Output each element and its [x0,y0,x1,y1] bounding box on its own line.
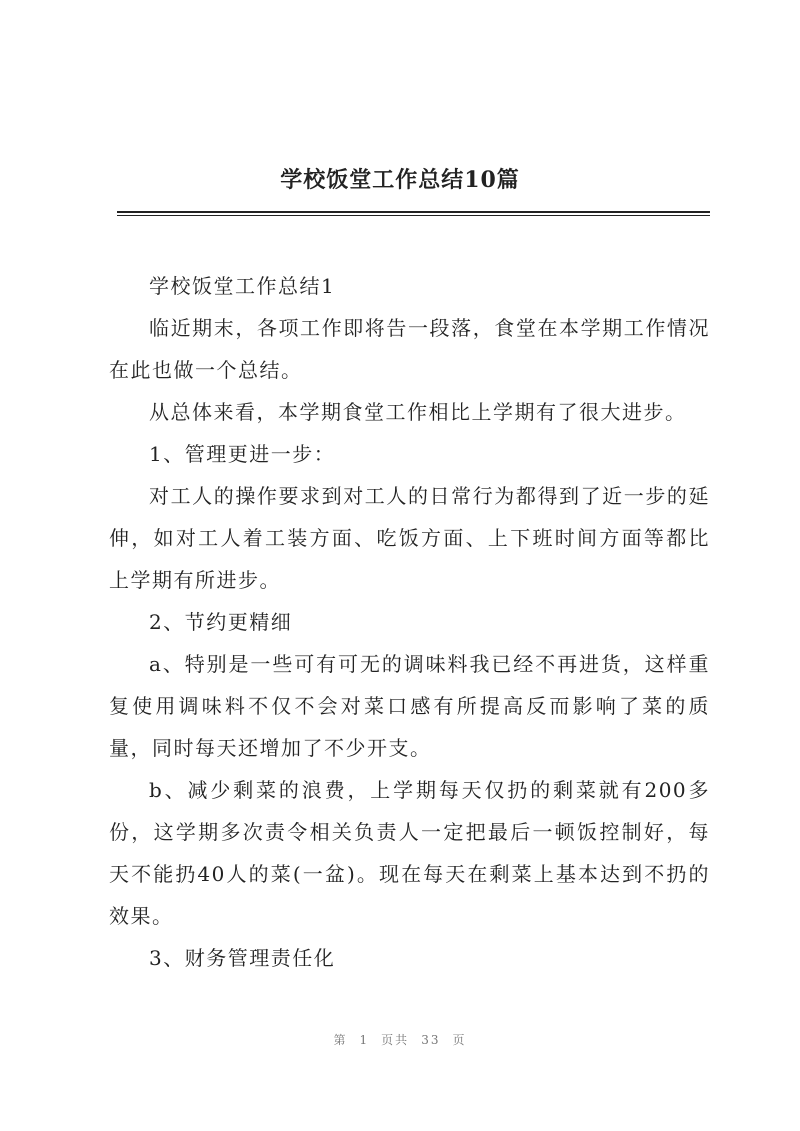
footer-total-pages: 33 [421,1033,441,1047]
paragraph: 1、管理更进一步： [149,442,336,466]
document-body [109,265,710,979]
paragraph: b、减少剩菜的浪费，上学期每天仅扔的剩菜就有200多份，这学期多次责令相关负责人一定把最后一顿饭控制好，每天不能扔40人的菜(一盆)。现在每天在剩菜上基本达到不扔的效果。 [109,778,710,928]
paragraph: 3、财务管理责任化 [149,946,336,970]
footer-prefix: 第 [333,1033,348,1047]
paragraph: 临近期末，各项工作即将告一段落，食堂在本学期工作情况在此也做一个总结。 [109,316,710,382]
page-footer [0,1031,800,1048]
footer-suffix: 页 [452,1033,467,1047]
paragraph: 从总体来看，本学期食堂工作相比上学期有了很大进步。 [149,400,687,424]
paragraph: a、特别是一些可有可无的调味料我已经不再进货，这样重复使用调味料不仅不会对菜口感有所提高反而影响了菜的质量，同时每天还增加了不少开支。 [109,652,710,760]
footer-current-page: 1 [359,1033,370,1047]
section-heading: 学校饭堂工作总结1 [149,274,336,298]
footer-mid: 页共 [381,1033,410,1047]
page-title: 学校饭堂工作总结10篇 [280,167,520,193]
paragraph: 2、节约更精细 [149,610,293,634]
title-divider-thin [117,215,710,216]
title-divider [117,211,710,213]
paragraph: 对工人的操作要求到对工人的日常行为都得到了近一步的延伸，如对工人着工装方面、吃饭方面、上下班时间方面等都比上学期有所进步。 [109,484,710,592]
